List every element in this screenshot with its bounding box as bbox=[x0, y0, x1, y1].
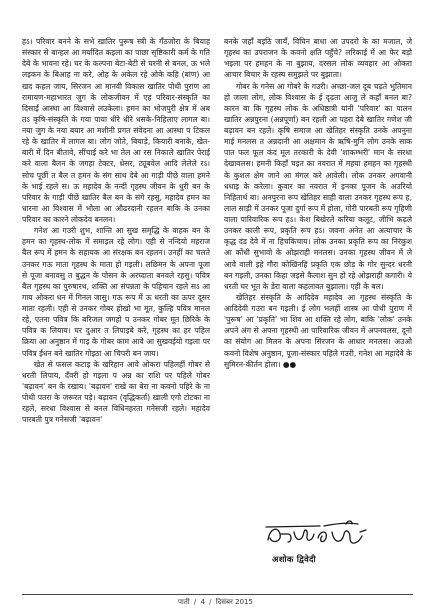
paragraph: खेत से फसल कटाइ के खरिहान आवे ओकरा पहिलहीं गोबर से धरती लिपाय, दँवरी हो गइला प अन्न का राशि पर पहिले गोबर 'बढ़ावन' बन के रखाय। 'बढ़ावन' राखे का बेरा ना कवनो पहिरे के ना पोथी पतरा के जरूरत पड़े। बढ़ावन (वृद्धिकर्ता) खाली एगो टोटका ना रहले, सरधा विश्वास से बनल विधिनहरता गनेसजी रहले। महादेव पारबती पुत्र गनेसजी 'बढ़ावन' bbox=[22, 359, 210, 425]
article-column-left bbox=[22, 36, 210, 592]
author-name: अशोक द्विवेदी bbox=[272, 554, 316, 564]
paragraph: गोबर के गनेस आ गोबरे के गउरी। अच्छा-जल दूब चढ़ते भुतिमान हो जाला लोग, लोक विश्वास के ई दृढ़ता आजु ले कहाँ बनल बा? कारन बा कि गृहस्थ लोक के अधिष्ठात्री यांनी 'परिवार' का पालन खातिर अन्नपुरना (अन्नपूर्णा) बन रहली आ पहरा देबे खातिर गणेश जी बढ़ावन बन रहले। कृषि समाज आ खेतिहर संस्कृति उनके अपनुना माई मनलस त अन्नदानी आ अक्षमान के ऋषि-मुनि लोग उनके साक पात फल फूल कंद मूल तरकारी के देवी 'शाकम्भरी' मान के सरधा देखावलस। हमनी किहाँ चइत का नवरात में महया हमहन का गृहस्थी के कुशल क्षेम जाने आ मंगल करे आवेली। लोक उनकर अगवानी धधाइ के करेला। कुवार का नवरात में इनका पूजन के अउरियो निहितार्थ बा। अनपुरना रूप खेतिहर साही वाला उनकर गृहस्थ रूप ह, लाल साड़ी में उनकर पूजा दुर्गा रूप में होला, गोरी पारबती रूप गृहिणी वाला पारिवारिक रूप हऽ। केश बिखेरले करिया कलूट, जीभि कढ़ले उनकर काली रूप, प्रकृति रूप हऽ। जवना अनेत आ अत्याचार के कृद्ध दंड देवे में ना हिचकिचाय। लोक उनका प्रकृति रूप का निरंकुश आ कोंधी सुभावो के ओझराही मनलस। उनका गृहस्थ जीवन में ले आवे वाली इहे गौरा कोखिनहि प्रकृति एक छोड़ के गोर सुन्दर धरनी बन गइली, उनका किहा जइसे कैलाश सुन हो रहे ओझराही कगारी। ये धरती घर भूत के डेरा वाला कहलावत बुझाला। एही के बल। bbox=[224, 81, 412, 291]
issue-date: दिसंबर 2015 bbox=[215, 598, 253, 606]
paragraph: गनेश आ गउरी शुभ, शान्ति आ सुख समृद्धि के वाहक बन के हमन का गृहस्थ-लोक में समाइल रहे लोग। एही से नन्दियो महराज बैल रूप में हमन के सहायक आ संरक्षक बन रहलन। उनहीं का चलते उनकर गऊ माता गृहस्थ के माता हो गइली। लछिमन के अपना पूजा से पूजा बनावसु त बुद्धन के पोसन के अरघ्दाता बनवले रहसु। पवित्र बैल गृहस्थ का पुरुषारथ, शक्ति आ संपन्नता के पहिचान रहले सऽ आ गाय ओकरा धन में गिनल जासु। गऊ रूप में ऊ धरती का ऊपर दूसर माता रहली। एही से उनकर गोबर होखो भा मूत, कुल्हि पवित्र मानल रहे, एतना पवित्र कि बरिजल जगहो प उनकर गोबर मूत छिरिके के पवित्र क लियाय। घर दुआर त लिपाइबे करे, गृहस्थ का हर पहिल क्रिया आ अनुष्ठान में गाइ के गोबर काम आवे आ सुखवईयो गइला पर पवित्र ईंधन बने खातिर गोइठा आ चिपरी बन जाय। bbox=[22, 226, 210, 358]
author-signature bbox=[262, 518, 372, 554]
paragraph: खेतिहर संस्कृति के आदिदेव महादेव आ गृहस्थ संस्कृति के आदिदेवी गउरा बन गइली। ई लोग भलहीं शास्त्र आ पोथी पुराण में 'पुरूष' आ 'प्रकृति' भा शिव आ शक्ति रहे लोग, बाकि 'लोक' उनके अपने अंग से अपना गृहस्थी आ पारिवारिक जीवन में अपनवलस, दूनो का संयोग आ मिलन के अपना सिरजन के आधार मनलस। अउओ कवनो विशेष अनुष्ठान, पूजा-संस्कार पहिले गउरी, गनेश आ महादेवे के सुमिरन-कीर्तन होला। ●● bbox=[224, 292, 412, 369]
page-number: 4 bbox=[200, 598, 205, 606]
publication-name: पाती bbox=[178, 598, 190, 606]
article-column-right bbox=[224, 36, 412, 542]
paragraph: बनके जहाँ बइठि जायँ, विघिन बाधा आ उपदरो के का मजाल, जे गृहस्थ का उपराजन के कवनो क्षति पहुँचे? लरिकाई में आ फेर बड़ो भइला पर हमहन के ना बुझाय, दरसल लोक व्यवहार आ ओकरा आचार बिचार के रहस्य समुझले पर बुझाता। bbox=[224, 37, 412, 80]
paragraph: हऽ। परिवार बनने के सभे खातिर पुरूष स्त्री के गँठजोरा के बियाह संस्कार से बान्हल आ मर्यादित कइला का पाछा सृष्टिकारी कर्म के गति देबे के भावना रहे। घर के कल्पना बेटा-बेटी से घरनी से बनल, ऊ भले लइकन के बिआह ना करे, ओह के अकेल रहे ओके कहि (बांण) आ खद कहल जाय, सिरजन आ मानवी विकास खातिर पोथी पुराण आ रामायण-महाभारत जुग के लोकजीवन में एह परिवार-संस्कृति का दिसाईं आस्था आ विश्वासे लउकेला। हमन का भोजपुरी क्षेत्र में अब तऽ कृषि-संस्कृति के गया पाया धीरे धीरे धसके-निहिलाए लागल बा। नया जुग के नया बयार आ मशीनी प्रगत संवेदना आ आस्था प टिकल रहे के खातिर में लागल बा। लोग जोते, बियाड़े, कियारी बनाके, खेत-बारी में दिन बीतावे, सींचाई करे भा तेल आ रस निकाले खातिर पेराई करे वाला बैलन के जगहा टेक्टर, थ्रेसर, ट्यूबवेल आदि लेलेले रऽ। सोच पूछीं त बैल त हमन के संग साथ देबे आ गाड़ी पीछे वाला हमने के भाई रहले स। ऊ महादेव के नन्दी गृहस्थ जीवन के धुरी बन के परिवार के गाड़ी पीछें खातिर बैल बन के संगे रहसु, महादेव हमन का धारना आ विश्वास में भोला आ औढरदानी रहलन बाकि के उनका परिवार का कारने लोकदेव बनलन। bbox=[22, 37, 210, 224]
footer-separator: / bbox=[193, 598, 197, 606]
page-footer bbox=[0, 598, 431, 607]
footer-divider bbox=[22, 594, 413, 595]
footer-separator: / bbox=[209, 598, 212, 606]
